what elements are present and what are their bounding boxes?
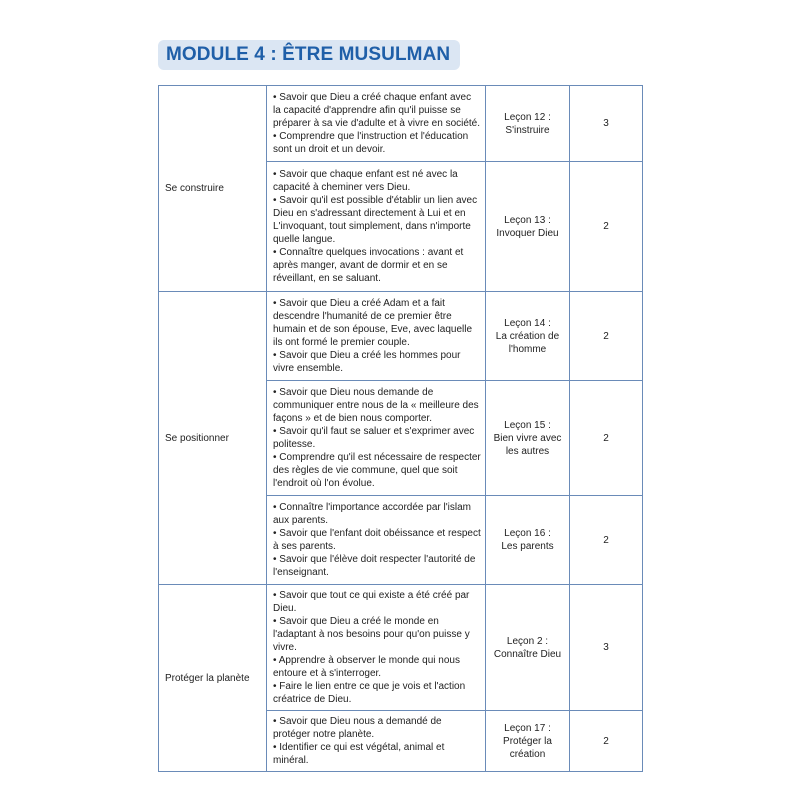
objectives-cell	[267, 292, 486, 381]
module-title-banner	[158, 40, 460, 70]
objectives-cell	[267, 585, 486, 711]
objective-item: • Savoir que chaque enfant est né avec la capacité à cheminer vers Dieu.	[273, 169, 458, 193]
objective-item: • Savoir que Dieu nous a demandé de protéger notre planète.	[273, 716, 442, 740]
lesson-number: Leçon 16 :	[504, 528, 551, 539]
lesson-number: Leçon 17 :	[504, 722, 551, 734]
objective-item: • Savoir que Dieu a créé chaque enfant avec la capacité d'apprendre afin qu'il puisse se préparer à sa vie d'adulte et à vivre en société.	[273, 92, 481, 129]
objective-item: • Savoir que tout ce qui existe a été créé par Dieu.	[273, 590, 470, 614]
sessions-cell: 2	[570, 162, 643, 292]
sessions-cell: 3	[570, 86, 643, 162]
objective-item: • Savoir que Dieu a créé le monde en l'adaptant à nos besoins pour qu'on puisse y vivre.	[273, 616, 470, 653]
lesson-cell	[486, 381, 570, 496]
objectives-cell	[267, 381, 486, 496]
sessions-cell: 2	[570, 496, 643, 585]
theme-cell: Se construire	[159, 86, 267, 292]
lesson-title: l'homme	[508, 343, 547, 355]
lesson-number: Leçon 14 :	[504, 317, 551, 329]
module-title: MODULE 4 : ÊTRE MUSULMAN	[166, 44, 451, 65]
objective-item: • Comprendre qu'il est nécessaire de respecter des règles de vie commune, quel que soit l'endroit où l'on évolue.	[273, 452, 481, 489]
lesson-cell	[486, 292, 570, 381]
lesson-title: Bien vivre avec	[493, 432, 562, 444]
objectives-cell	[267, 496, 486, 585]
objective-item: • Comprendre que l'instruction et l'éducation sont un droit et un devoir.	[273, 131, 469, 155]
objective-item: • Savoir qu'il faut se saluer et s'exprimer avec politesse.	[273, 426, 475, 450]
sessions-cell: 2	[570, 711, 643, 772]
lesson-title: Connaître Dieu	[493, 648, 562, 660]
curriculum-table	[158, 85, 643, 772]
sessions-cell: 2	[570, 292, 643, 381]
objective-item: • Apprendre à observer le monde qui nous entoure et à s'interroger.	[273, 655, 460, 679]
lesson-title: les autres	[505, 445, 550, 457]
objective-item: • Connaître l'importance accordée par l'islam aux parents.	[273, 502, 471, 526]
table-row	[159, 292, 643, 381]
objective-item: • Identifier ce qui est végétal, animal et minéral.	[273, 742, 445, 766]
objective-item: • Connaître quelques invocations : avant et après manger, avant de dormir et en se réveillant, en se saluant.	[273, 247, 464, 284]
lesson-number: Leçon 13 :	[504, 214, 551, 226]
objective-item: • Savoir que Dieu nous demande de communiquer entre nous de la « meilleure des façons » et de bien nous comporter.	[273, 387, 479, 424]
sessions-cell: 3	[570, 585, 643, 711]
lesson-title: création	[509, 748, 546, 760]
theme-cell: Se positionner	[159, 292, 267, 585]
objectives-cell	[267, 86, 486, 162]
lesson-cell	[486, 711, 570, 772]
lesson-title: S'instruire	[505, 124, 550, 136]
lesson-title: La création de	[495, 330, 560, 342]
objective-item: • Savoir que Dieu a créé les hommes pour vivre ensemble.	[273, 350, 461, 374]
sessions-cell: 2	[570, 381, 643, 496]
lesson-cell	[486, 496, 570, 585]
lesson-number: Leçon 12 :	[504, 111, 551, 123]
objective-item: • Savoir que l'élève doit respecter l'autorité de l'enseignant.	[273, 554, 476, 578]
theme-cell: Protéger la planète	[159, 585, 267, 772]
lesson-number: Leçon 2 :	[506, 635, 549, 647]
objective-item: • Savoir que Dieu a créé Adam et a fait descendre l'humanité de ce premier être humain et de son épouse, Eve, avec laquelle ils ont formé le premier couple.	[273, 298, 473, 348]
lesson-title: Invoquer Dieu	[496, 227, 559, 239]
table-row	[159, 86, 643, 162]
objective-item: • Faire le lien entre ce que je vois et l'action créatrice de Dieu.	[273, 681, 466, 705]
lesson-cell	[486, 162, 570, 292]
table-row	[159, 585, 643, 711]
lesson-number: Leçon 15 :	[504, 419, 551, 431]
objectives-cell	[267, 162, 486, 292]
lesson-title: Les parents	[501, 541, 554, 552]
objective-item: • Savoir qu'il est possible d'établir un lien avec Dieu en s'adressant directement à Lui et en L'invoquant, tout simplement, dans n'importe quelle langue.	[273, 195, 478, 245]
objectives-cell	[267, 711, 486, 772]
lesson-title: Protéger la	[503, 735, 552, 747]
lesson-cell	[486, 86, 570, 162]
objective-item: • Savoir que l'enfant doit obéissance et respect à ses parents.	[273, 528, 481, 552]
lesson-cell	[486, 585, 570, 711]
